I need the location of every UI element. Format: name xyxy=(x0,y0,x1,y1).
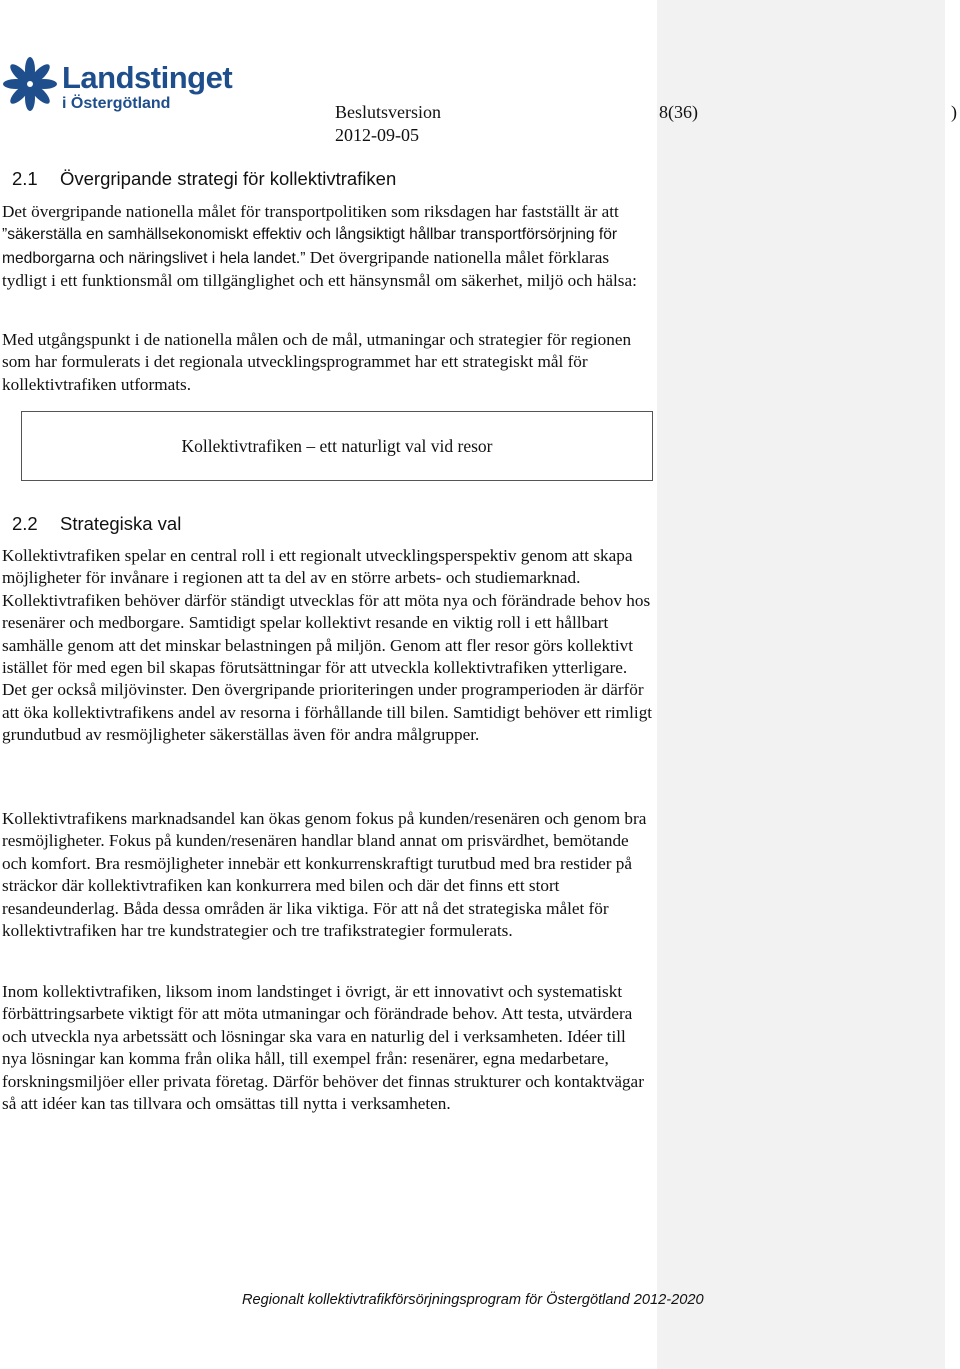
paragraph: Kollektivtrafikens marknadsandel kan ökas genom fokus på kunden/resenären och genom bra resmöjligheter. Fokus på kunden/resenären handlar bland annat om prisvärdhet, bemötande och komfort. Bra resmöjligheter innebär ett konkurrenskraftigt turutbud med bra restider på sträckor där kollektivtrafiken kan konkurrera med bilen och där det finns ett stort resandeunderlag. Båda dessa områden är lika viktiga. För att nå det strategiska målet för kollektivtrafiken har tre kundstrategier och tre trafikstrategier formulerats. xyxy=(2,809,647,941)
paragraph-text: Det övergripande nationella målet förklaras tydligt i ett funktionsmål om tillgänglighet och ett hänsynsmål om säkerhet, miljö och hälsa: xyxy=(2,247,637,291)
document-version: Beslutsversion xyxy=(335,102,441,122)
paragraph: Med utgångspunkt i de nationella målen och de mål, utmaningar och strategier för regionen som har formulerats i det regionala utvecklingsprogrammet har ett strategiskt mål för kollektivtrafiken utformats. xyxy=(2,330,632,394)
section-number: 2.1 xyxy=(12,168,38,189)
paragraph-text: Det övergripande nationella målet för transportpolitiken som riksdagen har fastställt är att xyxy=(2,202,619,221)
right-margin-panel xyxy=(657,0,945,1369)
paragraph xyxy=(2,201,654,293)
logo-name: Landstinget xyxy=(62,60,233,95)
page-number: 8(36) xyxy=(659,102,698,122)
footer-title: Regionalt kollektivtrafikförsörjningsprogram för Östergötland 2012-2020 xyxy=(242,1292,704,1308)
section-heading-2-2 xyxy=(12,513,181,535)
document-date: 2012-09-05 xyxy=(335,125,419,145)
section-heading-2-1 xyxy=(12,168,396,190)
logo-subtitle: i Östergötland xyxy=(62,95,171,112)
section-number: 2.2 xyxy=(12,513,38,534)
header-paren: ) xyxy=(951,102,957,122)
paragraph: Inom kollektivtrafiken, liksom inom landstinget i övrigt, är ett innovativt och systematiskt förbättringsarbete viktigt för att möta utmaningar och förändrade behov. Att testa, utvärdera och utveckla nya arbetssätt och lösningar ska vara en naturlig del i verksamheten. Idéer till nya lösningar kan komma från olika håll, till exempel från: resenärer, egna medarbetare, forskningsmiljöer eller privata företag. Därför behöver det finnas strukturer och kontaktvägar så att idéer kan tas tillvara och omsättas till nytta i verksamheten. xyxy=(2,982,644,1114)
strategic-goal-text: Kollektivtrafiken – ett naturligt val vid resor xyxy=(181,435,493,456)
strategic-goal-box xyxy=(21,411,653,481)
section-title: Övergripande strategi för kollektivtrafiken xyxy=(60,168,397,189)
quoted-goal: ”säkerställa en samhällsekonomiskt effektiv och långsiktigt hållbar transportförsörjning för medborgarna och näringslivet i hela landet.” xyxy=(2,226,618,267)
section-title: Strategiska val xyxy=(60,513,182,534)
paragraph: Kollektivtrafiken spelar en central roll i ett regionalt utvecklingsperspektiv genom att skapa möjligheter för invånare i regionen att ta del av en större arbets- och studiemarknad. Kollektivtrafiken behöver därför ständigt utvecklas för att möta nya och förändrade behov hos resenärer och medborgare. Samtidigt spelar kollektivt resande en viktig roll i ett hållbart samhälle genom att det minskar belastningen på miljön. Genom att fler resor görs kollektivt istället för med egen bil skapas förutsättningar för att utveckla kollektivtrafiken ytterligare. Det ger också miljövinster. Den övergripande prioriteringen under programperioden är därför att öka kollektivtrafikens andel av resorna i förhållande till bilen. Samtidigt behöver ett rimligt grundutbud av resmöjligheter säkerställas även för andra målgrupper. xyxy=(2,546,653,745)
